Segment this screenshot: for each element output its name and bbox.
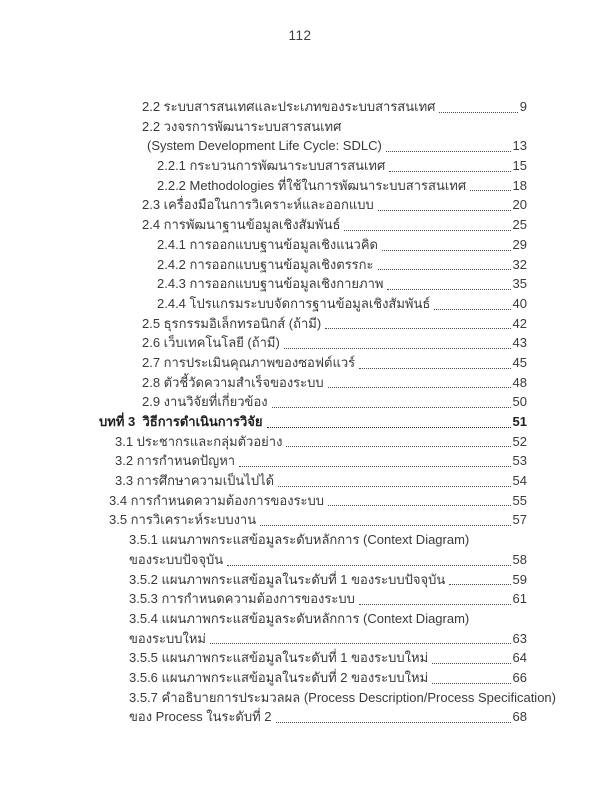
toc-entry [0, 156, 600, 176]
dot-leader [286, 446, 510, 447]
dot-leader [434, 309, 510, 310]
toc-entry-page: 25 [512, 217, 527, 233]
toc-entry-page: 13 [512, 138, 527, 154]
dot-leader [328, 505, 510, 506]
toc-entry [0, 294, 600, 314]
toc-entry-text: 2.2 วงจรการพัฒนาระบบสารสนเทศ [142, 118, 342, 134]
toc-entry [0, 117, 600, 137]
dot-leader [260, 525, 510, 526]
toc-entry-text: 3.5.2 แผนภาพกระแสข้อมูลในระดับที่ 1 ของระบบปัจจุบัน [129, 571, 446, 587]
toc-entry-page: 58 [512, 551, 527, 567]
toc-entry-text: 3.5 การวิเคราะห์ระบบงาน [109, 512, 257, 528]
toc-entry [0, 629, 600, 649]
toc-entry-page: 15 [512, 158, 527, 174]
toc-entry [0, 589, 600, 609]
toc-entry [0, 176, 600, 196]
dot-leader [227, 565, 510, 566]
toc-entry-page: 9 [519, 99, 527, 114]
toc-entry-text: 2.4.1 การออกแบบฐานข้อมูลเชิงแนวคิด [157, 236, 378, 252]
toc-entry-page: 66 [512, 669, 527, 685]
toc-entry [0, 570, 600, 590]
toc-entry [0, 97, 600, 117]
toc-entry-page: 57 [512, 512, 527, 528]
toc-entry-text: 2.8 ตัวชี้วัดความสำเร็จของระบบ [142, 374, 324, 390]
toc-entry [0, 432, 600, 452]
dot-leader [470, 190, 510, 191]
toc-entry [0, 314, 600, 334]
toc-entry-text: 3.5.1 แผนภาพกระแสข้อมูลระดับหลักการ (Context Diagram) [129, 532, 470, 548]
toc-entry-text: 3.5.5 แผนภาพกระแสข้อมูลในระดับที่ 1 ของระบบใหม่ [129, 650, 429, 666]
dot-leader [449, 584, 510, 585]
toc-entry-page: 59 [512, 571, 527, 587]
dot-leader [432, 683, 510, 684]
toc-entry-page: 43 [512, 335, 527, 351]
toc-entry-page: 68 [512, 709, 527, 725]
toc-entry-page: 53 [512, 453, 527, 469]
toc-entry-text: ของระบบปัจจุบัน [129, 551, 224, 567]
toc-entry-text: 2.7 การประเมินคุณภาพของซอฟต์แวร์ [142, 354, 356, 370]
dot-leader [359, 368, 510, 369]
toc-entry-text: ของ Process ในระดับที่ 2 [129, 709, 272, 725]
toc-entry-page: 54 [512, 473, 527, 489]
toc-entry-text: 2.4.3 การออกแบบฐานข้อมูลเชิงกายภาพ [157, 276, 384, 292]
toc-entry-text: 2.4.2 การออกแบบฐานข้อมูลเชิงตรรกะ [157, 256, 374, 272]
toc-entry-page: 64 [512, 650, 527, 666]
toc-entry-text: 3.3 การศึกษาความเป็นไปได้ [115, 473, 275, 489]
dot-leader [276, 722, 511, 723]
toc-entry [0, 274, 600, 294]
toc-entry-page: 52 [512, 433, 527, 449]
toc-entry-text: 3.5.4 แผนภาพกระแสข้อมูลระดับหลักการ (Context Diagram) [129, 610, 470, 626]
toc-entry-page: 55 [512, 492, 527, 508]
toc-entry-text: 3.1 ประชากรและกลุ่มตัวอย่าง [115, 433, 283, 449]
toc-entry-text: 3.5.6 แผนภาพกระแสข้อมูลในระดับที่ 2 ของระบบใหม่ [129, 669, 429, 685]
dot-leader [359, 604, 511, 605]
toc-entry-text: 2.2 ระบบสารสนเทศและประเภทของระบบสารสนเทศ [142, 99, 436, 114]
toc-entry-page: 63 [512, 630, 527, 646]
toc-entry-text: 2.6 เว็บเทคโนโลยี (ถ้ามี) [142, 335, 280, 351]
page-number: 112 [288, 28, 312, 43]
toc-entry [0, 471, 600, 491]
toc-entry-text: 3.2 การกำหนดปัญหา [115, 453, 236, 469]
toc-entry-text: 3.5.3 การกำหนดความต้องการของระบบ [129, 591, 355, 607]
toc-entry-page: 40 [512, 295, 527, 311]
toc-entry-page: 42 [512, 315, 527, 331]
toc-entry-page: 32 [512, 256, 527, 272]
toc-entry-text: (System Development Life Cycle: SDLC) [147, 138, 382, 154]
toc-entry [0, 707, 600, 727]
toc-entry-text: 2.4.4 โปรแกรมระบบจัดการฐานข้อมูลเชิงสัมพันธ์ [157, 295, 431, 311]
toc-entry-page: 29 [512, 236, 527, 252]
toc-entry-text: 2.3 เครื่องมือในการวิเคราะห์และออกแบบ [142, 197, 374, 213]
toc-entry-page: 48 [512, 374, 527, 390]
toc-entry-text: 2.2.1 กระบวนการพัฒนาระบบสารสนเทศ [157, 158, 386, 174]
toc-entry-text: 2.9 งานวิจัยที่เกี่ยวข้อง [142, 394, 268, 410]
dot-leader [272, 407, 511, 408]
toc-entry [0, 412, 600, 432]
dot-leader [387, 289, 510, 290]
dot-leader [210, 643, 511, 644]
dot-leader [378, 269, 511, 270]
toc-entry [0, 215, 600, 235]
dot-leader [278, 486, 510, 487]
dot-leader [378, 210, 511, 211]
toc-entry-page: 45 [512, 354, 527, 370]
toc-entry [0, 510, 600, 530]
dot-leader [325, 328, 510, 329]
dot-leader [267, 427, 511, 428]
toc-entry-text: 3.4 การกำหนดความต้องการของระบบ [109, 492, 325, 508]
toc-entry [0, 550, 600, 570]
dot-leader [284, 348, 511, 349]
toc-entry [0, 353, 600, 373]
toc-entry-text: ของระบบใหม่ [129, 630, 206, 646]
toc-entry-page: 35 [512, 276, 527, 292]
toc-entry [0, 373, 600, 393]
dot-leader [344, 230, 510, 231]
toc-entry-page: 20 [512, 197, 527, 213]
toc-entry-text: 3.5.7 คำอธิบายการประมวลผล (Process Description/Process Specification) [129, 689, 556, 705]
toc-entry [0, 609, 600, 629]
toc-entry [0, 668, 600, 688]
dot-leader [382, 250, 511, 251]
toc-entry-page: 61 [512, 591, 527, 607]
dot-leader [328, 387, 511, 388]
toc-entry [0, 688, 600, 708]
toc-entry [0, 235, 600, 255]
toc-entry [0, 530, 600, 550]
toc-entry-page: 51 [512, 414, 527, 429]
toc-entry [0, 392, 600, 412]
toc-entry-text: 2.2.2 Methodologies ที่ใช้ในการพัฒนาระบบสารสนเทศ [157, 177, 467, 193]
dot-leader [386, 151, 511, 152]
dot-leader [239, 466, 510, 467]
toc-entry [0, 136, 600, 156]
toc-entry-text: 2.4 การพัฒนาฐานข้อมูลเชิงสัมพันธ์ [142, 217, 341, 233]
toc-entry-text: 2.5 ธุรกรรมอิเล็กทรอนิกส์ (ถ้ามี) [142, 315, 322, 331]
toc-entry [0, 255, 600, 275]
toc-entry [0, 451, 600, 471]
dot-leader [389, 171, 510, 172]
toc-entry [0, 491, 600, 511]
toc-entry [0, 648, 600, 668]
toc-entry-page: 50 [512, 394, 527, 410]
toc-entry [0, 195, 600, 215]
toc-list [0, 97, 600, 727]
toc-entry [0, 333, 600, 353]
toc-entry-page: 18 [512, 177, 527, 193]
toc-entry-text: บทที่ 3 วิธีการดำเนินการวิจัย [99, 414, 263, 429]
dot-leader [439, 112, 517, 113]
dot-leader [432, 663, 510, 664]
